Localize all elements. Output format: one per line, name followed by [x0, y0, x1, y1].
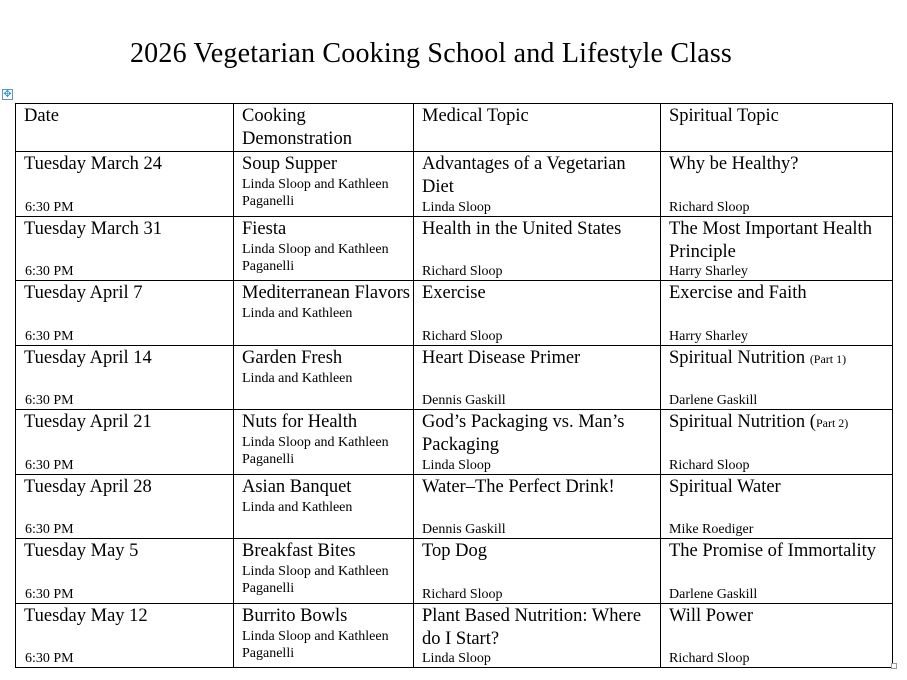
cooking-cell — [234, 603, 414, 668]
medical-title: Water–The Perfect Drink! — [422, 476, 615, 497]
medical-presenter: Richard Sloop — [422, 586, 503, 602]
medical-cell — [414, 216, 661, 281]
cooking-cell — [234, 474, 414, 539]
spiritual-title-line — [669, 346, 890, 371]
medical-cell — [414, 152, 661, 217]
session-time: 6:30 PM — [25, 264, 74, 279]
session-time: 6:30 PM — [25, 651, 74, 666]
spiritual-cell — [661, 474, 893, 539]
medical-cell — [414, 281, 661, 346]
date-cell — [16, 152, 234, 217]
medical-title: Heart Disease Primer — [422, 347, 581, 368]
spiritual-cell — [661, 539, 893, 604]
session-time: 6:30 PM — [25, 457, 74, 473]
spiritual-title: Spiritual Nutrition ( — [669, 412, 816, 432]
medical-cell — [414, 539, 661, 604]
cooking-presenter: Linda Sloop and Kathleen Paganelli — [242, 177, 389, 209]
table-row — [16, 474, 893, 539]
table-resize-handle[interactable] — [891, 663, 897, 669]
spiritual-title: The Promise of Immortality — [669, 541, 877, 561]
header-medical: Medical Topic — [414, 104, 661, 152]
spiritual-title-line — [669, 604, 890, 629]
table-row — [16, 603, 893, 668]
spiritual-title: Why be Healthy? — [669, 154, 799, 174]
session-date: Tuesday April 28 — [24, 476, 152, 497]
spiritual-part: Part 2) — [815, 416, 849, 430]
spiritual-cell — [661, 410, 893, 475]
medical-title: God’s Packaging vs. Man’s Packaging — [422, 412, 625, 455]
spiritual-title: Spiritual Nutrition — [669, 347, 810, 368]
spiritual-title-line — [669, 281, 890, 306]
table-row — [16, 539, 893, 604]
table-move-handle-icon[interactable]: ✥ — [3, 89, 12, 100]
medical-cell — [414, 345, 661, 410]
spiritual-presenter: Richard Sloop — [669, 457, 750, 473]
spiritual-presenter: Darlene Gaskill — [669, 586, 758, 602]
medical-title: Advantages of a Vegetarian Diet — [422, 154, 626, 197]
date-cell — [16, 603, 234, 668]
spiritual-cell — [661, 345, 893, 410]
spiritual-title-line — [669, 410, 890, 435]
spiritual-presenter: Mike Roediger — [669, 522, 754, 537]
table-row — [16, 152, 893, 217]
medical-presenter: Dennis Gaskill — [422, 393, 506, 408]
cooking-title: Breakfast Bites — [242, 541, 356, 561]
cooking-presenter: Linda Sloop and Kathleen Paganelli — [242, 435, 389, 467]
spiritual-cell — [661, 281, 893, 346]
document-title: 2026 Vegetarian Cooking School and Lifestyle Class — [129, 38, 733, 69]
spiritual-title-line — [669, 539, 890, 564]
medical-title: Top Dog — [422, 541, 487, 561]
cooking-cell — [234, 216, 414, 281]
table-row — [16, 281, 893, 346]
session-time: 6:30 PM — [25, 522, 74, 537]
session-date: Tuesday May 12 — [24, 605, 148, 626]
spiritual-presenter: Richard Sloop — [669, 199, 750, 215]
table-row — [16, 410, 893, 475]
schedule-body — [16, 104, 893, 668]
session-date: Tuesday April 21 — [24, 412, 152, 432]
spiritual-presenter: Harry Sharley — [669, 328, 748, 344]
medical-presenter: Linda Sloop — [422, 457, 491, 473]
session-date: Tuesday March 24 — [24, 154, 163, 174]
schedule-table — [15, 103, 893, 668]
medical-cell — [414, 474, 661, 539]
spiritual-cell — [661, 152, 893, 217]
spiritual-presenter: Harry Sharley — [669, 264, 748, 279]
cooking-title: Burrito Bowls — [242, 605, 348, 626]
spiritual-title-line — [669, 152, 890, 177]
cooking-cell — [234, 152, 414, 217]
cooking-title: Fiesta — [242, 218, 287, 239]
header-spiritual: Spiritual Topic — [661, 104, 893, 152]
medical-presenter: Richard Sloop — [422, 264, 503, 279]
spiritual-cell — [661, 216, 893, 281]
session-date: Tuesday April 7 — [24, 283, 143, 303]
medical-presenter: Linda Sloop — [422, 651, 491, 666]
cooking-title: Asian Banquet — [242, 476, 352, 497]
medical-cell — [414, 410, 661, 475]
date-cell — [16, 345, 234, 410]
spiritual-title: Will Power — [669, 605, 754, 626]
cooking-cell — [234, 410, 414, 475]
date-cell — [16, 410, 234, 475]
header-cooking: Cooking Demonstration — [234, 104, 414, 152]
cooking-title: Nuts for Health — [242, 412, 358, 432]
spiritual-cell — [661, 603, 893, 668]
medical-presenter: Richard Sloop — [422, 328, 503, 344]
session-time: 6:30 PM — [25, 199, 74, 215]
spiritual-title: The Most Important Health Principle — [669, 218, 872, 262]
session-time: 6:30 PM — [25, 393, 74, 408]
date-cell — [16, 216, 234, 281]
session-time: 6:30 PM — [25, 328, 74, 344]
cooking-cell — [234, 539, 414, 604]
session-date: Tuesday April 14 — [24, 347, 152, 368]
session-date: Tuesday May 5 — [24, 541, 139, 561]
medical-cell — [414, 603, 661, 668]
cooking-title: Soup Supper — [242, 154, 338, 174]
cooking-presenter: Linda and Kathleen — [242, 499, 353, 515]
medical-title: Health in the United States — [422, 218, 622, 239]
spiritual-title: Exercise and Faith — [669, 283, 807, 303]
table-row — [16, 216, 893, 281]
date-cell — [16, 539, 234, 604]
cooking-presenter: Linda and Kathleen — [242, 306, 353, 321]
session-time: 6:30 PM — [25, 586, 74, 602]
medical-title: Exercise — [422, 283, 486, 303]
spiritual-title: Spiritual Water — [669, 476, 781, 497]
date-cell — [16, 474, 234, 539]
spiritual-presenter: Darlene Gaskill — [669, 393, 758, 408]
cooking-cell — [234, 281, 414, 346]
cooking-title: Mediterranean Flavors — [242, 283, 410, 303]
header-date: Date — [16, 104, 234, 152]
medical-title: Plant Based Nutrition: Where do I Start? — [422, 605, 642, 649]
spiritual-part: (Part 1) — [809, 351, 847, 366]
spiritual-presenter: Richard Sloop — [669, 651, 750, 666]
cooking-cell — [234, 345, 414, 410]
date-cell — [16, 281, 234, 346]
header-row — [16, 104, 893, 152]
medical-presenter: Dennis Gaskill — [422, 522, 506, 537]
spiritual-title-line — [669, 217, 890, 265]
cooking-presenter: Linda Sloop and Kathleen Paganelli — [242, 564, 389, 596]
session-date: Tuesday March 31 — [24, 218, 163, 239]
table-row — [16, 345, 893, 410]
cooking-presenter: Linda Sloop and Kathleen Paganelli — [242, 241, 389, 274]
cooking-title: Garden Fresh — [242, 347, 343, 368]
cooking-presenter: Linda Sloop and Kathleen Paganelli — [242, 628, 389, 661]
medical-presenter: Linda Sloop — [422, 199, 491, 215]
cooking-presenter: Linda and Kathleen — [242, 370, 353, 386]
spiritual-title-line — [669, 475, 890, 500]
